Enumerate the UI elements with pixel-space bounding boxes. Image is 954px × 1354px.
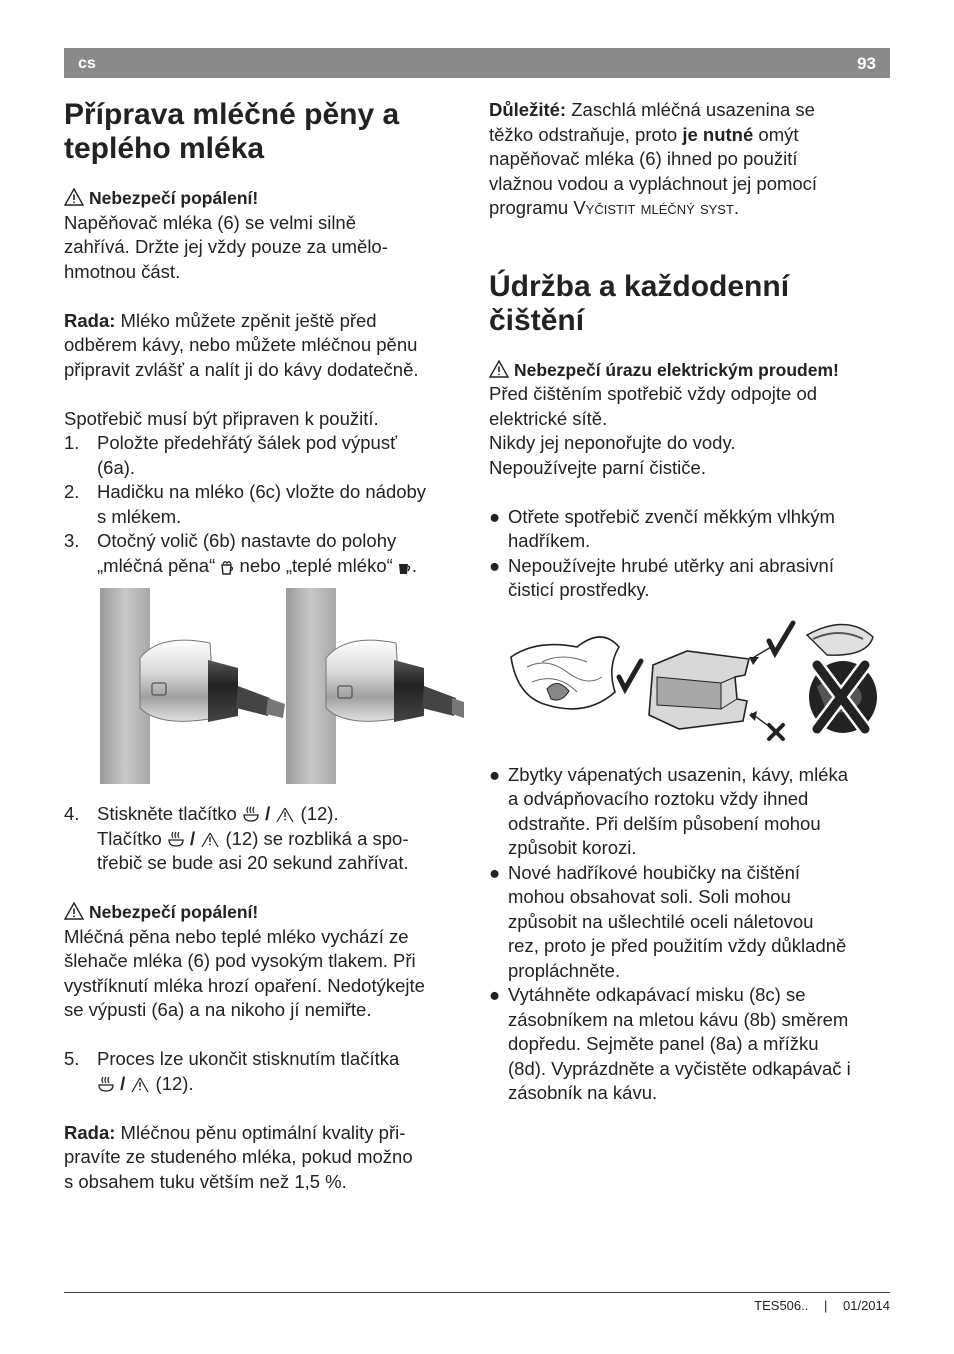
footer <box>754 1298 890 1313</box>
language-code: cs <box>78 55 96 72</box>
footer-separator: | <box>823 1298 828 1313</box>
descale-warning-icon <box>200 831 220 848</box>
program-name: Vyčistit mléčný syst <box>573 197 734 218</box>
list-item: 3. Otočný volič (6b) nastavte do polohy „mléčná pěna“ nebo „teplé mléko“ . <box>64 530 418 576</box>
steam-button-icon <box>167 831 185 848</box>
section-title-milk-foam: Příprava mléčné pěny a teplého mléka <box>64 98 400 165</box>
cleaning-tools-illustration <box>507 617 889 743</box>
warning-triangle-icon <box>64 188 84 206</box>
list-item: 4. Stiskněte tlačítko / (12). Tlačítko / (12) se rozbliká a spo- třebič se bude asi 20 sekund zahřívat. <box>64 803 409 873</box>
tip-2: Rada: Mléčnou pěnu optimální kvality při- pravíte ze studeného mléka, pokud možno s obsahem tuku větším než 1,5 %. <box>64 1121 413 1192</box>
left-column <box>64 98 468 1194</box>
milk-foam-icon <box>220 559 234 575</box>
steps-list <box>64 431 468 578</box>
list-item: 5. Proces lze ukončit stisknutím tlačítka / (12). <box>64 1048 400 1094</box>
list-item: ● Nové hadříkové houbičky na čištění mohou obsahovat soli. Soli mohou způsobit na ušlechtilé oceli náletovou rez, proto je před použitím vždy důkladně propláchněte. <box>489 861 847 981</box>
descale-warning-icon <box>130 1076 150 1093</box>
footer-divider <box>64 1292 890 1293</box>
steps-list-3 <box>64 1047 468 1096</box>
list-item: ● Vytáhněte odkapávací misku (8c) se zásobníkem na mletou kávu (8b) směrem dopředu. Sejměte panel (8a) a mřížku (8d). Vyprázdněte a vyčistěte odkapávač i zásobník na kávu. <box>489 984 851 1103</box>
warning-burn-2: Nebezpečí popálení! Mléčná pěna nebo teplé mléko vychází ze šlehače mléka (6) pod vysokým tlakem. Při vystříknutí mléka hrozí opaření. Nedotýkejte se výpusti (6a) a na nikoho jí nemiřte. <box>64 902 425 1020</box>
list-item: 1. Položte předehřátý šálek pod výpusť (6a). <box>64 432 398 478</box>
warning-triangle-icon <box>64 902 84 920</box>
warning-burn-1 <box>64 186 468 284</box>
intro-text: Spotřebič musí být připraven k použití. <box>64 407 379 429</box>
warning-text: Napěňovač mléka (6) se velmi silně <box>64 211 357 233</box>
warning-electric: Nebezpečí úrazu elektrickým proudem! Před čištěním spotřebič vždy odpojte od elektrické sítě. Nikdy jej neponořujte do vody. Nepoužívejte parní čističe. <box>489 359 839 478</box>
warning-title: Nebezpečí úrazu elektrickým proudem! <box>514 359 839 380</box>
bullet-list-1 <box>489 505 889 603</box>
tip-label: Rada: <box>64 309 116 331</box>
list-item: ● Nepoužívejte hrubé utěrky ani abrasivní čisticí prostředky. <box>489 554 834 600</box>
warning-text: zahřívá. Držte jej vždy pouze za umělo- <box>64 236 388 257</box>
warm-milk-icon <box>398 561 412 575</box>
list-item: ● Zbytky vápenatých usazenin, kávy, mléka a odvápňovacího roztoku vždy ihned odstraňte. Při delším působení mohou způsobit korozi. <box>489 763 849 858</box>
right-column <box>489 98 889 1106</box>
warning-title: Nebezpečí popálení! <box>89 902 259 922</box>
warning-triangle-icon <box>489 360 509 378</box>
page-header-bar <box>64 48 890 78</box>
important-label: Důležité: <box>489 99 567 120</box>
warning-title: Nebezpečí popálení! <box>89 188 259 208</box>
footer-date: 01/2014 <box>843 1298 890 1313</box>
tip-label: Rada: <box>64 1121 116 1143</box>
section-title-maintenance: Údržba a každodenní čištění <box>489 269 790 337</box>
important-note: Důležité: Zaschlá mléčná usazenina se těžko odstraňuje, proto je nutné omýt napěňovač mléka (6) ihned po použití vlažnou vodou a vypláchnout jej pomocí programu Vyčistit mléčný syst. <box>489 99 818 218</box>
bullet-list-2 <box>489 763 889 1106</box>
list-item: ● Otřete spotřebič zvenčí měkkým vlhkým hadříkem. <box>489 505 835 551</box>
milk-nozzle-illustration <box>100 588 468 784</box>
descale-warning-icon <box>275 806 295 823</box>
warning-text: hmotnou část. <box>64 260 181 282</box>
steam-button-icon <box>242 806 260 823</box>
model-number: TES506.. <box>754 1298 809 1313</box>
steam-button-icon <box>97 1076 115 1093</box>
list-item: 2. Hadičku na mléko (6c) vložte do nádoby s mlékem. <box>64 481 427 527</box>
steps-list-2 <box>64 802 468 876</box>
tip-1: Rada: Mléko můžete zpěnit ještě před odběrem kávy, nebo můžete mléčnou pěnu připravit zvlášť a nalít ji do kávy dodatečně. <box>64 309 419 380</box>
page-number: 93 <box>857 54 876 73</box>
